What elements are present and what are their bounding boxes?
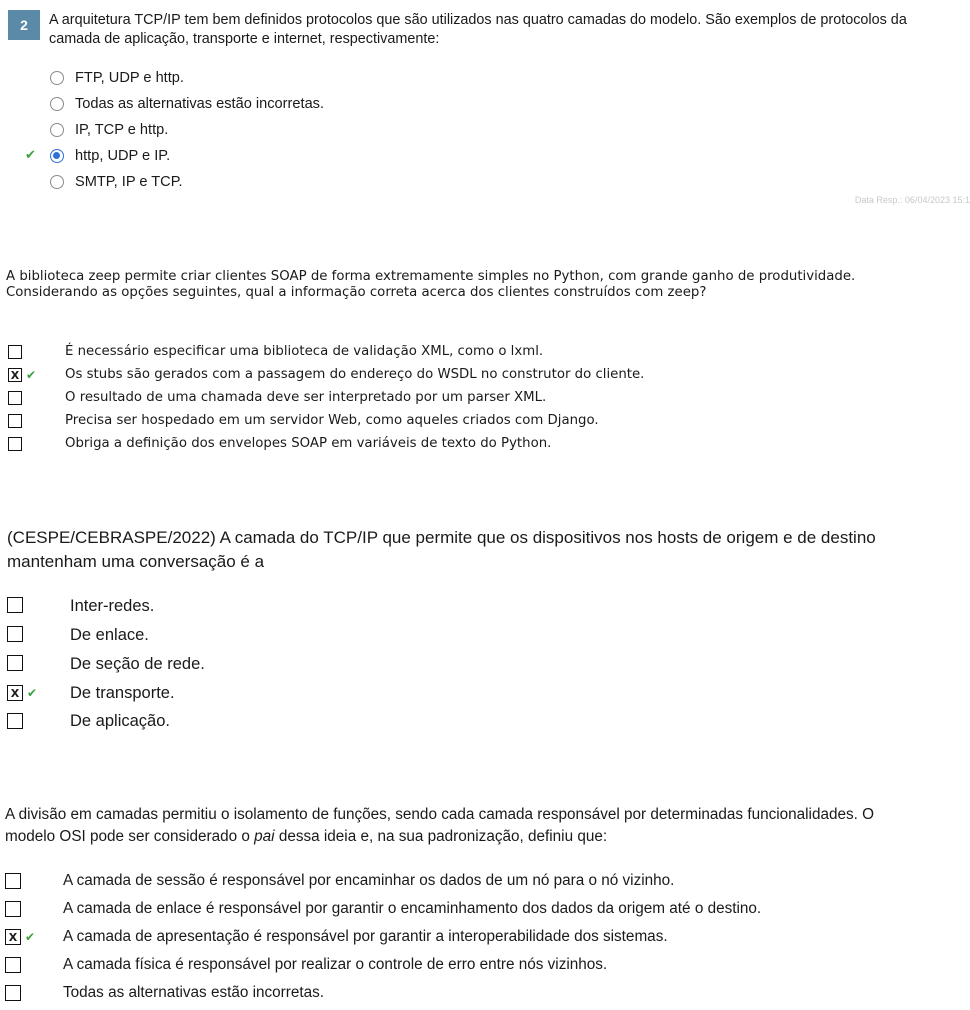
q2-option-4-label: Precisa ser hospedado em um servidor Web, como aqueles criados com Django. — [65, 413, 599, 428]
q1-option-label: Todas as alternativas estão incorretas. — [75, 96, 325, 112]
checkbox[interactable] — [5, 873, 21, 889]
checkbox[interactable] — [5, 957, 21, 973]
q4-option-4-label: A camada física é responsável por realizar o controle de erro entre nós vizinhos. — [63, 956, 608, 973]
checkbox[interactable] — [5, 985, 21, 1001]
question-1-text: A arquitetura TCP/IP tem bem definidos protocolos que são utilizados nas quatro camadas do modelo. São exemplos de protocolos da camada de aplicação, transporte e internet, respectivamente: — [49, 12, 907, 47]
q3-option-3-label: De seção de rede. — [70, 655, 205, 673]
q1-option-label: IP, TCP e http. — [75, 122, 169, 138]
q2-option-3-checkbox[interactable] — [8, 391, 22, 405]
checkbox[interactable] — [8, 414, 22, 428]
q4-option-5-label: Todas as alternativas estão incorretas. — [63, 984, 325, 1001]
checkbox[interactable] — [5, 901, 21, 917]
answer-date: Data Resp.: 06/04/2023 15:1 — [854, 195, 970, 205]
q3-option-4-checkbox[interactable] — [7, 685, 37, 701]
radio-button[interactable] — [50, 97, 64, 111]
checkbox[interactable] — [8, 437, 22, 451]
question-4-text-emphasis: pai — [254, 828, 275, 845]
q2-option-5-label: Obriga a definição dos envelopes SOAP em variáveis de texto do Python. — [65, 436, 552, 451]
check-icon: ✔ — [26, 368, 37, 382]
q3-option-5-checkbox[interactable] — [7, 713, 23, 729]
checkbox[interactable] — [8, 345, 22, 359]
radio-button-selected[interactable] — [50, 149, 64, 163]
q2-option-1-label: É necessário especificar uma biblioteca de validação XML, como o lxml. — [65, 344, 544, 359]
checkbox[interactable] — [7, 713, 23, 729]
q4-option-3-label: A camada de apresentação é responsável por garantir a interoperabilidade dos sistemas. — [63, 928, 668, 945]
radio-button[interactable] — [50, 123, 64, 137]
checkbox[interactable] — [7, 655, 23, 671]
q3-option-2-label: De enlace. — [70, 626, 149, 644]
q3-option-5-label: De aplicação. — [70, 712, 170, 730]
q4-option-3-checkbox[interactable] — [5, 929, 35, 945]
question-3-text: (CESPE/CEBRASPE/2022) A camada do TCP/IP que permite que os dispositivos nos hosts de origem e de destino mantenham uma conversação é a — [7, 528, 876, 571]
check-icon: ✔ — [25, 148, 36, 163]
q3-option-4-label: De transporte. — [70, 684, 175, 702]
check-icon: ✔ — [25, 930, 36, 944]
q1-option-4[interactable] — [50, 145, 170, 167]
q1-option-label: SMTP, IP e TCP. — [75, 174, 183, 190]
q1-option-label: FTP, UDP e http. — [75, 70, 184, 86]
radio-button[interactable] — [50, 175, 64, 189]
q2-option-5-checkbox[interactable] — [8, 437, 22, 451]
q3-option-3-checkbox[interactable] — [7, 655, 23, 671]
checkbox-marked[interactable]: X — [5, 929, 21, 945]
question-4-text — [5, 804, 905, 848]
checkbox-marked[interactable]: X — [7, 685, 23, 701]
q3-option-1-label: Inter-redes. — [70, 597, 155, 615]
radio-button[interactable] — [50, 71, 64, 85]
checkbox[interactable] — [8, 391, 22, 405]
q2-option-3-label: O resultado de uma chamada deve ser interpretado por um parser XML. — [65, 390, 547, 405]
q4-option-4-checkbox[interactable] — [5, 957, 21, 973]
checkbox[interactable] — [7, 597, 23, 613]
question-number-badge: 2 — [8, 10, 40, 40]
q2-option-4-checkbox[interactable] — [8, 414, 22, 428]
check-icon: ✔ — [27, 686, 38, 700]
question-2-text: A biblioteca zeep permite criar clientes SOAP de forma extremamente simples no Python, com grande ganho de produtividade. Considerando as opções seguintes, qual a informação correta acerca dos clientes construídos com zeep? — [6, 269, 856, 300]
q2-option-2-checkbox[interactable] — [8, 368, 36, 382]
checkbox[interactable] — [7, 626, 23, 642]
q2-option-1-checkbox[interactable] — [8, 345, 22, 359]
question-4-text-part1: A divisão em camadas permitiu o isolamento de funções, sendo cada camada responsável por determinadas funcionalidades. O modelo OSI pode ser considerado o — [5, 806, 875, 845]
q3-option-2-checkbox[interactable] — [7, 626, 23, 642]
q1-option-2[interactable] — [50, 93, 324, 115]
q1-option-3[interactable] — [50, 119, 168, 141]
q3-option-1-checkbox[interactable] — [7, 597, 23, 613]
q4-option-2-label: A camada de enlace é responsável por garantir o encaminhamento dos dados da origem até o destino. — [63, 900, 762, 917]
q1-option-label: http, UDP e IP. — [75, 148, 171, 164]
q2-option-2-label: Os stubs são gerados com a passagem do endereço do WSDL no construtor do cliente. — [65, 367, 645, 382]
checkbox-marked[interactable]: X — [8, 368, 22, 382]
q4-option-5-checkbox[interactable] — [5, 985, 21, 1001]
q4-option-1-checkbox[interactable] — [5, 873, 21, 889]
q4-option-1-label: A camada de sessão é responsável por encaminhar os dados de um nó para o nó vizinho. — [63, 872, 675, 889]
q1-option-5[interactable] — [50, 171, 183, 193]
question-4-text-part2: dessa ideia e, na sua padronização, definiu que: — [274, 828, 608, 845]
q4-option-2-checkbox[interactable] — [5, 901, 21, 917]
q1-option-1[interactable] — [50, 67, 184, 89]
